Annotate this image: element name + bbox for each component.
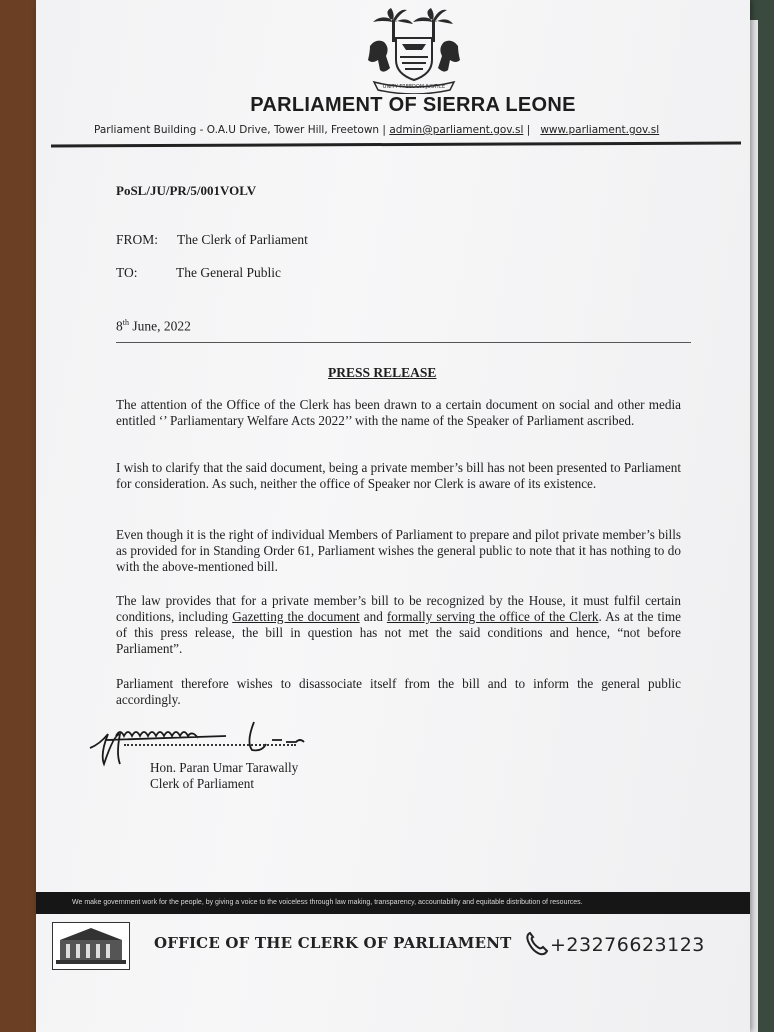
paragraph-4-underline-serving: formally serving the office of the Clerk	[386, 609, 599, 624]
memo-date	[116, 315, 191, 335]
coat-of-arms-icon	[362, 6, 466, 94]
paragraph-4-part-a: The law provides that for a private member’s bill to be recognized by the House, it must fulfil certain conditions, including	[116, 593, 681, 624]
desk-background	[0, 0, 40, 1032]
letterhead-divider	[51, 141, 741, 147]
letterhead-address	[94, 124, 754, 136]
paragraph-2: I wish to clarify that the said document, being a private member’s bill has not been presented to Parliament for consideration. As such, neither the office of Speaker nor Clerk is aware of its existence.	[116, 460, 681, 491]
paragraph-4-underline-gazetting: Gazetting the document	[232, 609, 360, 624]
footer-office-name: OFFICE OF THE CLERK OF PARLIAMENT	[154, 934, 512, 952]
letter-page	[36, 0, 750, 1032]
parliament-building-icon	[52, 922, 130, 970]
footer-mission-band: We make government work for the people, by giving a voice to the voiceless through law making, transparency, accountability and equitable distribution of resources.	[36, 892, 750, 914]
to-value: The General Public	[176, 265, 281, 280]
to-label: TO:	[116, 265, 138, 280]
address-text: Parliament Building - O.A.U Drive, Tower Hill, Freetown |	[94, 124, 386, 136]
reference-number: PoSL/JU/PR/5/001VOLV	[116, 183, 257, 198]
paragraph-3: Even though it is the right of individual Members of Parliament to prepare and pilot private member’s bills as provided for in Standing Order 61, Parliament wishes the general public to note that it has nothing to do with the above-mentioned bill.	[116, 527, 681, 574]
signatory-role: Clerk of Parliament	[150, 776, 255, 791]
email-link[interactable]: admin@parliament.gov.sl	[389, 124, 524, 136]
address-separator: |	[526, 124, 531, 136]
phone-icon	[524, 930, 550, 956]
paragraph-1: The attention of the Office of the Clerk has been drawn to a certain document on social and other media entitled ‘’ Parliamentary Welfare Acts 2022’’ with the name of the Speaker of Parliament ascribed.	[116, 397, 681, 428]
crest-motto: UNITY FREEDOM JUSTICE	[382, 84, 446, 90]
paragraph-4-part-b: and	[359, 609, 387, 624]
from-label: FROM:	[116, 232, 159, 247]
website-link[interactable]: www.parliament.gov.sl	[540, 124, 660, 136]
date-day: 8	[116, 318, 123, 334]
from-value: The Clerk of Parliament	[177, 232, 308, 247]
date-suffix: th	[122, 318, 129, 327]
date-rest: June, 2022	[128, 318, 191, 334]
press-release-title: PRESS RELEASE	[328, 365, 437, 380]
paragraph-4	[116, 593, 681, 657]
signature-line	[124, 744, 296, 746]
paragraph-5: Parliament therefore wishes to disassociate itself from the bill and to inform the general public accordingly.	[116, 676, 681, 707]
paragraph-4-part-c: . As at the time of this press release, the bill in question has not met the said conditions and hence, “not before Parliament”.	[116, 609, 681, 656]
letterhead-title: PARLIAMENT OF SIERRA LEONE	[250, 94, 576, 116]
signatory-name: Hon. Paran Umar Tarawally	[150, 760, 299, 775]
date-divider	[116, 342, 691, 343]
footer-phone-number: +23276623123	[550, 934, 705, 956]
